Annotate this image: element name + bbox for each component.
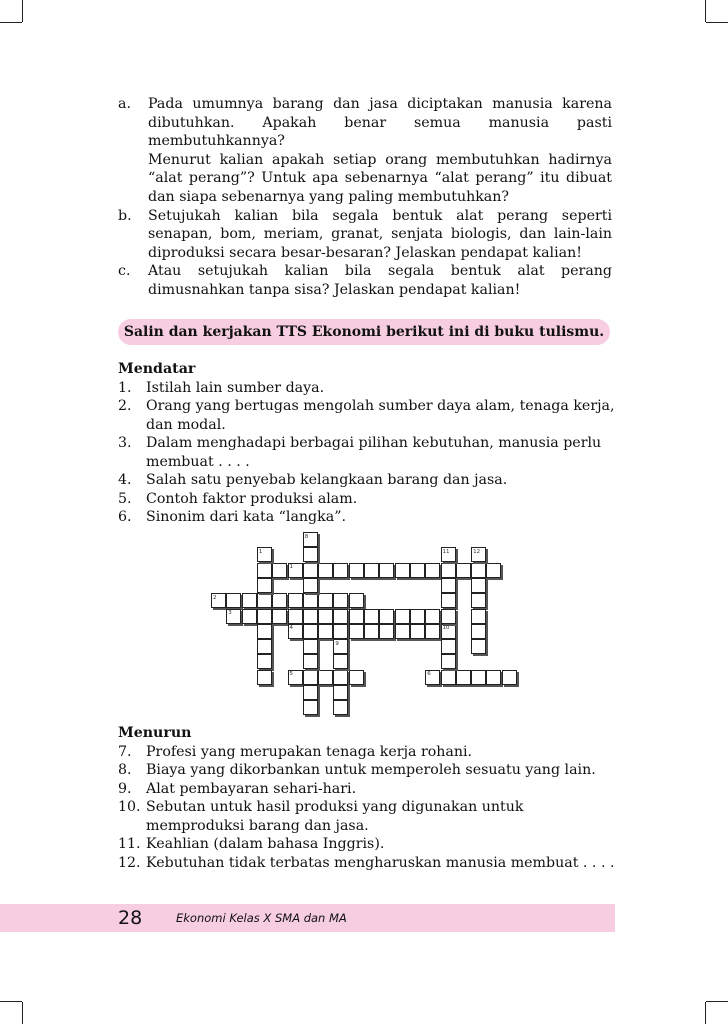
crossword-cell [288,593,303,608]
clue-number: 3. [118,435,132,451]
crossword-cell [333,563,348,578]
crossword-cell [303,685,318,700]
crossword-cell [303,670,318,685]
question-text: Atau setujukah kalian bila segala bentuk alat perang dimusnahkan tanpa sisa? Jelaskan pendapat kalian! [148,263,612,298]
crossword-cell [441,639,456,654]
crossword-cell [471,624,486,639]
crop-mark [705,1002,706,1024]
clue-text: Biaya yang dikorbankan untuk memperoleh sesuatu yang lain. [146,762,596,778]
clue-number: 10. [118,799,141,815]
crossword-cell [272,563,287,578]
crossword-cell [318,609,333,624]
crossword-cell [303,624,318,639]
crossword-cell [441,563,456,578]
clue-number: 9. [118,780,132,797]
crossword-cell [333,609,348,624]
clue-number: 7. [118,743,132,760]
crossword-cell [410,609,425,624]
crossword-cell [471,593,486,608]
clue-text: Dalam menghadapi berbagai pilihan kebutuhan, manusia perlu membuat . . . . [146,435,602,470]
crossword-cell [349,670,364,685]
clue-item [118,434,618,471]
book-title: Ekonomi Kelas X SMA dan MA [176,911,347,925]
crossword-cell [303,654,318,669]
crossword-cell [318,563,333,578]
crossword-number: 4 [289,625,293,632]
down-heading: Menurun [118,725,192,741]
crop-mark [705,0,706,22]
crossword-cell [333,670,348,685]
crossword-number: 6 [427,671,431,678]
crossword-number: 12 [473,548,481,555]
crossword-cell [441,670,456,685]
down-clues [118,724,618,872]
question-text: Setujukah kalian bila segala bentuk alat perang seperti senapan, bom, meriam, granat, senjata biologis, dan lain-lain diproduksi secara besar-besaran? Jelaskan pendapat kalian! [148,207,612,261]
clue-item [118,397,618,434]
crop-mark [0,1001,22,1002]
crossword-cell [333,654,348,669]
crossword-cell [257,639,272,654]
crossword-cell [257,609,272,624]
crossword-cell [303,639,318,654]
question-label: a. [118,96,131,112]
crossword-cell [486,670,501,685]
clue-item [118,854,618,873]
crossword-cell [349,609,364,624]
crossword-cell [364,624,379,639]
crossword-cell [303,609,318,624]
crossword-cell [441,593,456,608]
across-clues [118,360,618,527]
clue-number: 5. [118,490,132,507]
question-item [118,95,612,207]
discussion-questions [118,95,612,300]
question-item [118,262,612,299]
crossword-cell [226,593,241,608]
crossword-cell [364,563,379,578]
instruction-banner: Salin dan kerjakan TTS Ekonomi berikut ini di buku tulismu. [118,319,610,345]
crossword-cell [410,624,425,639]
clue-item [118,743,618,762]
crossword-cell [333,624,348,639]
crossword-cell [288,609,303,624]
clue-number: 12. [118,854,141,871]
crossword-cell [456,670,471,685]
crossword-cell [395,563,410,578]
crossword-cell [272,609,287,624]
crossword-cell [471,639,486,654]
crossword-number: 5 [289,671,293,678]
crossword-cell [471,670,486,685]
question-label: b. [118,207,132,224]
crossword-cell [364,609,379,624]
crossword-number: 1 [289,564,293,571]
crossword-cell [303,547,318,562]
crossword-cell [257,593,272,608]
crossword-cell [257,578,272,593]
crop-mark [0,22,22,23]
clue-number: 1. [118,379,132,396]
crossword-cell [395,624,410,639]
crossword-cell [471,563,486,578]
clue-text: Sebutan untuk hasil produksi yang digunakan untuk memproduksi barang dan jasa. [146,799,524,834]
crossword-cell [486,563,501,578]
crossword-number: 3 [228,610,232,616]
crossword-number: 8 [304,533,309,540]
question-item [118,207,612,263]
crossword-number: 2 [213,594,217,601]
question-label: c. [118,263,131,280]
clue-item [118,761,618,780]
crossword-number: 1 [258,548,263,555]
crossword-cell [349,593,364,608]
clue-text: Sinonim dari kata “langka”. [146,509,346,525]
crossword-cell [379,609,394,624]
crossword-cell [441,578,456,593]
question-text: Menurut kalian apakah setiap orang membutuhkan hadirnya “alat perang”? Untuk apa sebenarnya “alat perang” itu dibuat dan siapa sebenarnya yang paling membutuhkan? [148,151,612,205]
crossword-cell [242,609,257,624]
crop-mark [706,22,728,23]
clue-text: Salah satu penyebab kelangkaan barang dan jasa. [146,472,508,488]
crossword-number: 11 [442,548,450,555]
clue-text: Orang yang bertugas mengolah sumber daya alam, tenaga kerja, dan modal. [146,398,615,433]
clue-item [118,798,618,835]
crossword-cell [303,563,318,578]
page-number: 28 [118,907,143,929]
crossword-cell [349,624,364,639]
crop-mark [706,1001,728,1002]
clue-text: Kebutuhan tidak terbatas mengharuskan manusia membuat . . . . [146,854,615,871]
crossword-cell [333,593,348,608]
crossword-cell [441,654,456,669]
crossword-cell [425,609,440,624]
clue-item [118,835,618,854]
crossword-cell [333,685,348,700]
crossword-cell [471,609,486,624]
crossword-cell [425,624,440,639]
crossword-cell [318,593,333,608]
clue-text: Istilah lain sumber daya. [146,379,325,396]
clue-text: Contoh faktor produksi alam. [146,490,358,507]
crossword-cell [257,670,272,685]
crossword-cell [456,563,471,578]
crossword-cell [349,563,364,578]
crossword-cell [303,593,318,608]
crossword-cell [441,609,456,624]
crossword-cell [379,563,394,578]
crossword-cell [333,700,348,715]
clue-item [118,471,618,490]
clue-number: 11. [118,836,141,852]
crossword-cell [303,578,318,593]
clue-text: Keahlian (dalam bahasa Inggris). [146,836,385,852]
crossword-cell [379,624,394,639]
clue-item [118,490,618,509]
clue-item [118,508,618,527]
clue-number: 8. [118,762,132,778]
crossword-cell [257,654,272,669]
crop-mark [22,0,23,22]
crossword-cell [395,609,410,624]
clue-number: 6. [118,509,132,525]
crossword-cell [425,563,440,578]
crossword-cell [257,624,272,639]
crossword-cell [303,700,318,715]
clue-text: Profesi yang merupakan tenaga kerja rohani. [146,743,473,760]
crossword-cell [272,593,287,608]
crossword-cell [318,624,333,639]
crossword-number: 10 [442,625,450,632]
clue-number: 4. [118,472,132,488]
crossword-cell [257,563,272,578]
crossword-cell [242,593,257,608]
crossword-cell [410,563,425,578]
crop-mark [22,1002,23,1024]
across-heading: Mendatar [118,361,196,377]
clue-item [118,379,618,398]
crossword-number: 9 [335,640,339,647]
clue-text: Alat pembayaran sehari-hari. [146,780,357,797]
clue-item [118,780,618,799]
clue-number: 2. [118,398,132,414]
question-text: Pada umumnya barang dan jasa diciptakan manusia karena dibutuhkan. Apakah benar semua manusia pasti membutuhkannya? [148,96,612,150]
crossword-cell [502,670,517,685]
crossword-cell [471,578,486,593]
crossword-cell [318,670,333,685]
